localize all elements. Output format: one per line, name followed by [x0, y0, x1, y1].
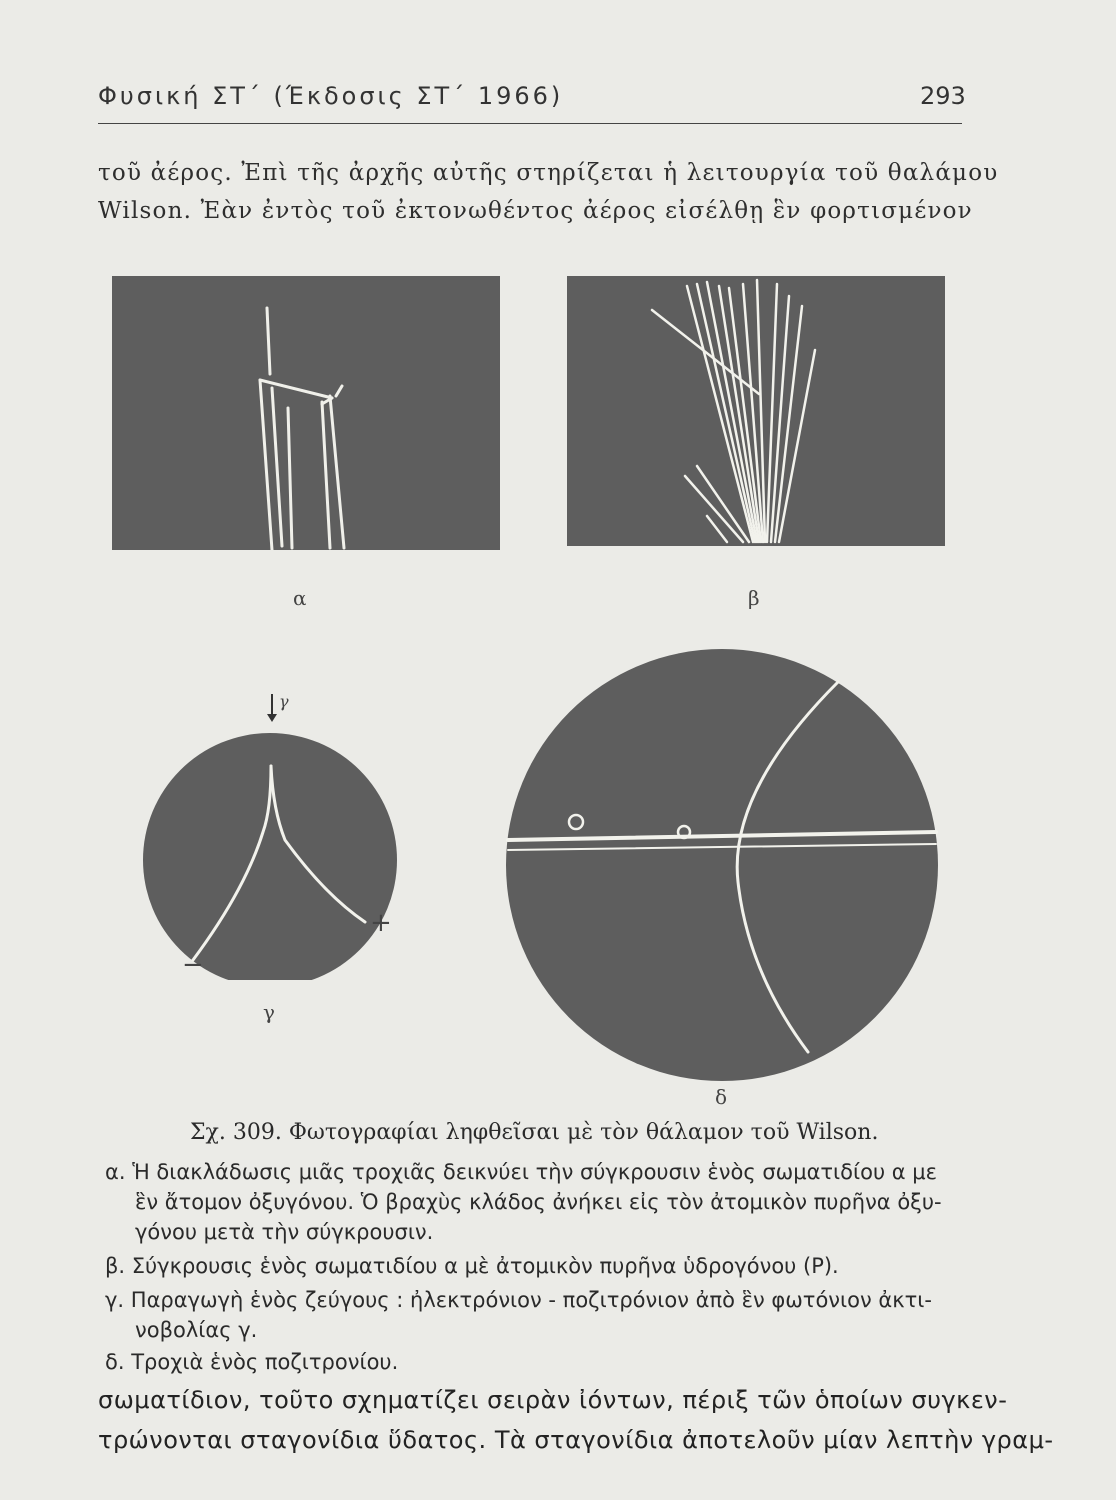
intro-line-1: τοῦ ἀέρος. Ἐπὶ τῆς ἀρχῆς αὐτῆς στηρίζεται ἡ λειτουργία τοῦ θαλάμου	[98, 160, 999, 186]
closing-line-1: σωματίδιον, τοῦτο σχηματίζει σειρὰν ἰόντων, πέριξ τῶν ὁποίων συγκεν-	[98, 1386, 1008, 1414]
running-title: Φυσική ΣΤ΄ (Έκδοσις ΣΤ΄ 1966)	[98, 82, 564, 110]
figure-beta-label: β	[748, 586, 760, 610]
header-rule	[98, 123, 962, 124]
caption-line-c1: γ. Παραγωγὴ ἑνὸς ζεύγους : ἠλεκτρόνιον - ποζιτρόνιον ἀπὸ ἓν φωτόνιον ἀκτι-	[105, 1288, 932, 1312]
figure-delta-photo	[498, 642, 948, 1088]
caption-line-d: δ. Τροχιὰ ἑνὸς ποζιτρονίου.	[105, 1350, 399, 1374]
gamma-ray-mark: γ	[279, 692, 289, 711]
intro-line-2: Wilson. Ἐὰν ἐντὸς τοῦ ἐκτονωθέντος ἀέρος εἰσέλθῃ ἓν φορτισμένον	[98, 198, 973, 224]
positron-plus-sign: +	[370, 908, 392, 938]
figure-beta-photo	[567, 276, 945, 546]
figure-delta-label: δ	[715, 1085, 728, 1109]
closing-line-2: τρώνονται σταγονίδια ὕδατος. Τὰ σταγονίδια ἀποτελοῦν μίαν λεπτὴν γραμ-	[98, 1426, 1054, 1454]
caption-line-a2: ἓν ἄτομον ὀξυγόνου. Ὁ βραχὺς κλάδος ἀνήκει εἰς τὸν ἀτομικὸν πυρῆνα ὀξυ-	[135, 1190, 942, 1214]
caption-line-c2: νοβολίας γ.	[135, 1318, 258, 1342]
figure-gamma-label: γ	[263, 1000, 275, 1024]
caption-line-a3: γόνου μετὰ τὴν σύγκρουσιν.	[135, 1220, 434, 1244]
figure-alpha-label: α	[293, 586, 307, 610]
caption-line-a1: α. Ἡ διακλάδωσις μιᾶς τροχιᾶς δεικνύει τὴν σύγκρουσιν ἑνὸς σωματιδίου α με	[105, 1160, 938, 1184]
figure-alpha-photo	[112, 276, 500, 550]
caption-line-b: β. Σύγκρουσις ἑνὸς σωματιδίου α μὲ ἀτομικὸν πυρῆνα ὑδρογόνου (P).	[105, 1254, 839, 1278]
caption-title: Σχ. 309. Φωτογραφίαι ληφθεῖσαι μὲ τὸν θάλαμον τοῦ Wilson.	[190, 1120, 879, 1145]
page-number: 293	[920, 82, 966, 110]
figure-gamma-photo	[135, 690, 405, 980]
electron-minus-sign: −	[182, 950, 204, 980]
